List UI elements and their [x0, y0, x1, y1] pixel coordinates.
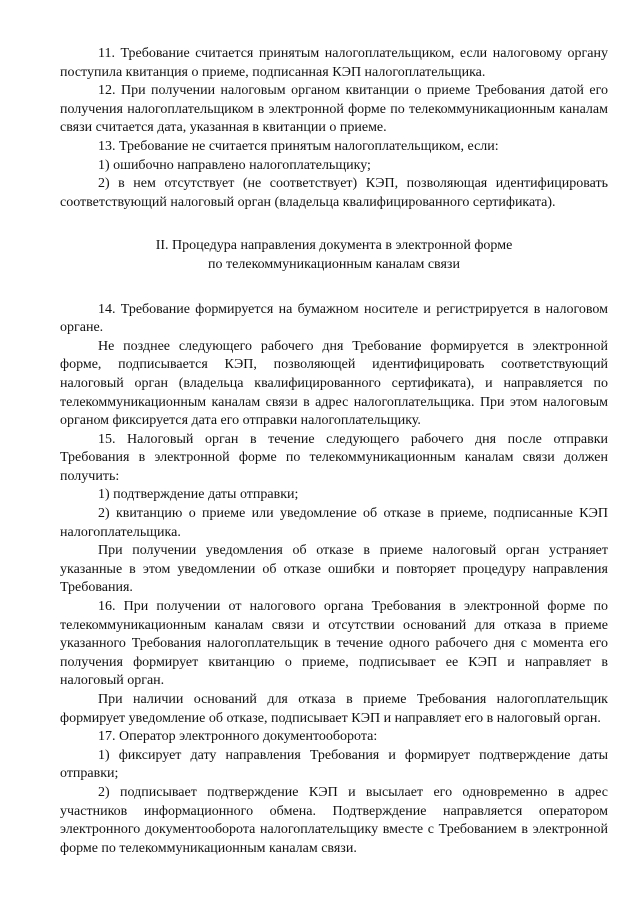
- paragraph-12: 12. При получении налоговым органом квитанции о приеме Требования датой его получения налогоплательщиком в электронной форме по телекоммуникационным каналам связи считается дата, указанная в квитанции о приеме.: [60, 83, 608, 136]
- paragraph-14-continued: Не позднее следующего рабочего дня Требование формируется в электронной форме, подписывается КЭП, позволяющей идентифицировать соответствующий налоговый орган (владельца квалифицированного сертификата), и направляется по телекоммуникационным каналам связи в адрес налогоплательщика. При этом налоговым органом фиксируется дата его отправки налогоплательщику.: [60, 338, 608, 429]
- paragraph-14: 14. Требование формируется на бумажном носителе и регистрируется в налоговом органе.: [60, 301, 608, 336]
- paragraph-17: 17. Оператор электронного документооборота:: [98, 729, 378, 745]
- paragraph-15-item-1: 1) подтверждение даты отправки;: [98, 487, 299, 503]
- paragraph-17-item-2: 2) подписывает подтверждение КЭП и высылает его одновременно в адрес участников информационного обмена. Подтверждение направляется оператором электронного документооборота налогоплательщику вместе с Требованием в электронной форме по телекоммуникационным каналам связи.: [60, 784, 608, 856]
- paragraph-15-continued: При получении уведомления об отказе в приеме налоговый орган устраняет указанные в этом уведомлении об отказе ошибки и повторяет процедуру направления Требования.: [60, 543, 608, 596]
- paragraph-15-item-2: 2) квитанцию о приеме или уведомление об отказе в приеме, подписанные КЭП налогоплательщика.: [60, 506, 608, 540]
- paragraph-16-continued: При наличии оснований для отказа в приеме Требования налогоплательщик формирует уведомление об отказе, подписывает КЭП и направляет его в налоговый орган.: [60, 692, 608, 726]
- paragraph-17-item-1: 1) фиксирует дату направления Требования и формирует подтверждение даты отправки;: [60, 747, 608, 782]
- paragraph-16: 16. При получении от налогового органа Требования в электронной форме по телекоммуникационным каналам связи и отсутствии оснований для отказа в приеме указанного Требования налогоплательщик в течение одного рабочего дня с момента его получения формирует квитанцию о приеме, подписывает ее КЭП и направляет в налоговый орган.: [60, 599, 608, 689]
- paragraph-11: 11. Требование считается принятым налогоплательщиком, если налоговому органу поступила квитанция о приеме, подписанная КЭП налогоплательщика.: [60, 46, 608, 80]
- paragraph-13: 13. Требование не считается принятым налогоплательщиком, если:: [98, 138, 499, 154]
- spacer: [60, 275, 608, 301]
- paragraph-13-item-2: 2) в нем отсутствует (не соответствует) КЭП, позволяющая идентифицировать соответствующий налоговый орган (владельца квалифицированного сертификата).: [60, 176, 608, 210]
- section-heading-line-2: по телекоммуникационным каналам связи: [208, 256, 460, 272]
- spacer: [60, 212, 608, 237]
- paragraph-15: 15. Налоговый орган в течение следующего рабочего дня после отправки Требования в электронной форме по телекоммуникационным каналам связи должен получить:: [60, 431, 608, 484]
- paragraph-13-item-1: 1) ошибочно направлено налогоплательщику;: [98, 157, 371, 173]
- section-heading-line-1: II. Процедура направления документа в электронной форме: [155, 238, 513, 254]
